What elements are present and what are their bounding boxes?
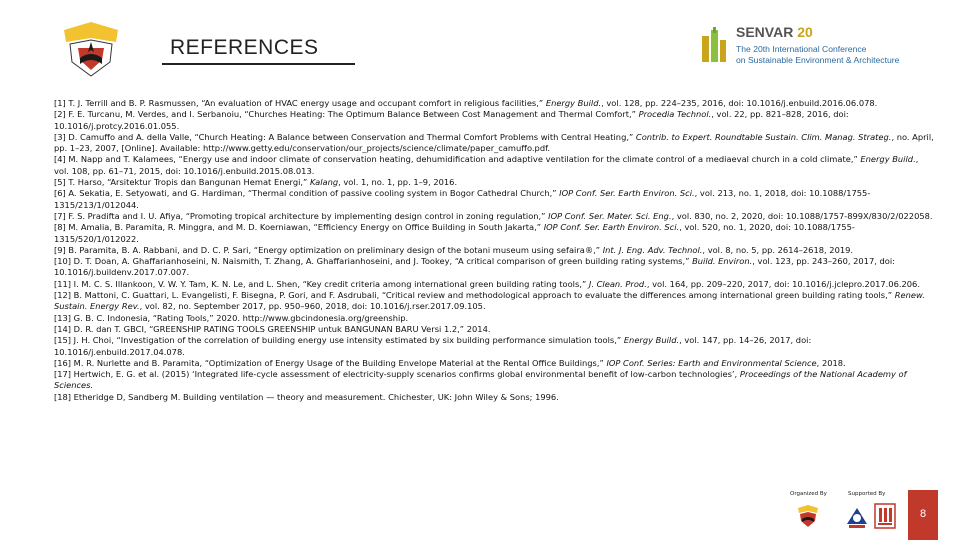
reference-pre: [3] D. Camuffo and A. della Valle, “Church Heating: A Balance between Conservation and Thermal Comfort Problems with Central Heating,” [54,131,636,142]
reference-post: , 2018. [816,357,846,368]
reference-post: , vol. 22, pp. 821–828, 2016, doi: 10.1016/j.protcy.2016.01.055. [54,109,849,131]
reference-venue: IOP Conf. Ser. Earth Environ. Sci. [559,188,695,199]
reference-item [54,358,934,369]
reference-post: , vol. 123, pp. 243–260, 2017, doi: 10.1016/j.buildenv.2017.07.007. [54,256,895,278]
reference-pre: [8] M. Amalia, B. Paramita, R. Minggra, and M. D. Koerniawan, “Efficiency Energy on Office Building in South Jakarta,” [54,222,544,233]
supporter-logo-1 [845,504,869,530]
reference-item [54,324,934,335]
reference-item [54,256,934,279]
reference-pre: [16] M. R. Nurlette and B. Paramita, “Optimization of Energy Usage of the Building Envelope Material at the Rental Office Buildings,” [54,357,607,368]
reference-post: , vol. 520, no. 1, 2020, doi: 10.1088/1755-1315/520/1/012022. [54,222,855,244]
supporter-logo-2 [874,503,896,529]
reference-post: , vol. 8, no. 5, pp. 2614–2618, 2019. [702,244,854,255]
reference-item [54,279,934,290]
reference-item [54,109,934,132]
reference-pre: [12] B. Mattoni, C. Guattari, L. Evangelisti, F. Bisegna, P. Gori, and F. Asdrubali, “Critical review and methodological approach to evaluate the differences among international green building rating tools,” [54,290,895,301]
reference-venue: Procedia Technol. [638,109,712,120]
reference-post: , vol. 1, no. 1, pp. 1–9, 2016. [338,177,458,188]
page-number: 8 [919,508,927,520]
conference-name [736,24,813,40]
reference-pre: [15] J. H. Choi, “Investigation of the correlation of building energy use intensity estimated by six building performance simulation tools,” [54,335,624,346]
reference-pre: [7] F. S. Pradifta and I. U. Afiya, “Promoting tropical architecture by implementing design control in zoning regulation,” [54,210,549,221]
reference-item [54,132,934,155]
title-underline [162,63,355,65]
reference-pre: [6] A. Sekatia, E. Setyowati, and G. Hardiman, “Thermal condition of passive cooling system in Bogor Cathedral Church,” [54,188,560,199]
reference-venue: Energy Build. [545,98,602,108]
page-number-badge [908,490,938,540]
organized-by-label: Organized By [790,491,827,497]
conference-subtitle-line2: on Sustainable Environment & Architecture [736,55,900,65]
reference-pre: [14] D. R. dan T. GBCI, “GREENSHIP RATING TOOLS GREENSHIP untuk BANGUNAN BARU Versi 1.2,” 2014. [54,323,491,334]
reference-item [54,392,934,403]
reference-item [54,222,934,245]
reference-pre: [1] T. J. Terrill and B. P. Rasmussen, “An evaluation of HVAC energy usage and occupant comfort in religious facilities,” [54,98,546,108]
university-logo [58,18,124,80]
reference-item [54,154,934,177]
reference-pre: [17] Hertwich, E. G. et al. (2015) ‘Integrated life-cycle assessment of electricity-supply scenarios confirms global environmental benefit of low-carbon technologies’, [54,369,740,380]
reference-item [54,188,934,211]
reference-item [54,313,934,324]
reference-item [54,369,934,392]
reference-item [54,211,934,222]
reference-venue: Renew. Sustain. Energy Rev. [54,290,925,312]
conference-name-number: 20 [797,24,813,40]
reference-pre: [2] F. E. Turcanu, M. Verdes, and I. Serbanoiu, “Churches Heating: The Optimum Balance Between Cost Management and Thermal Comfort,” [54,109,639,120]
reference-item [54,177,934,188]
reference-item [54,98,934,109]
reference-post: , vol. 82, no. September 2017, pp. 950–960, 2018, doi: 10.1016/j.rser.2017.09.105. [139,301,486,312]
reference-venue: Build. Environ. [692,256,753,267]
reference-post: , no. April, pp. 1–23, 2007, [Online]. Available: http://www.getty.edu/conservation/our_projects/science/climate/paper_camuffo.pdf. [54,131,934,154]
reference-pre: [4] M. Napp and T. Kalamees, “Energy use and indoor climate of conservation heating, dehumidification and adaptive ventilation for the climate control of a mediaeval church in a cold climate,” [54,154,861,165]
reference-pre: [9] B. Paramita, B. A. Rabbani, and D. C. P. Sari, “Energy optimization on preliminary design of the botani museum using sefaira®,” [54,244,603,255]
reference-post: , vol. 164, pp. 209–220, 2017, doi: 10.1016/j.jclepro.2017.06.206. [646,278,920,289]
reference-pre: [13] G. B. C. Indonesia, “Rating Tools,” 2020. http://www.gbcindonesia.org/greenship. [54,312,409,323]
reference-pre: [18] Etheridge D, Sandberg M. Building ventilation — theory and measurement. Chichester, UK: John Wiley & Sons; 1996. [54,391,559,402]
reference-post: , vol. 128, pp. 224–235, 2016, doi: 10.1016/j.enbuild.2016.06.078. [601,98,878,108]
senvar-icon [700,26,728,66]
reference-item [54,290,934,313]
page-title: REFERENCES [170,36,319,59]
reference-venue: Contrib. to Expert. Roundtable Sustain. Clim. Manag. Strateg. [635,131,892,142]
reference-pre: [5] T. Harso, “Arsitektur Tropis dan Bangunan Hemat Energi,” [54,177,310,188]
reference-venue: Kalang [309,177,339,188]
reference-pre: [10] D. T. Doan, A. Ghaffarianhoseini, N. Naismith, T. Zhang, A. Ghaffarianhoseini, and J. Tookey, “A critical comparison of green building rating systems,” [54,256,693,267]
reference-venue: IOP Conf. Series: Earth and Environmental Science [606,357,817,368]
reference-venue: IOP Conf. Ser. Mater. Sci. Eng. [548,210,672,221]
reference-item [54,335,934,358]
reference-venue: IOP Conf. Ser. Earth Environ. Sci. [543,222,680,233]
conference-logo [700,22,900,72]
supported-by-label: Supported By [848,491,886,497]
conference-name-prefix: SENVAR [736,24,798,40]
reference-venue: Int. J. Eng. Adv. Technol. [602,244,703,255]
reference-venue: J. Clean. Prod. [588,278,647,289]
references-list [54,98,934,403]
reference-post: , vol. 830, no. 2, 2020, doi: 10.1088/1757-899X/830/2/022058. [671,210,933,221]
reference-venue: Energy Build. [860,154,916,165]
reference-post: , vol. 108, pp. 61–71, 2015, doi: 10.1016/j.enbuild.2015.08.013. [54,154,919,176]
reference-venue: Energy Build. [623,335,680,346]
organizer-logo [795,503,821,529]
reference-item [54,245,934,256]
reference-post: , vol. 147, pp. 14–26, 2017, doi: 10.1016/j.enbuild.2017.04.078. [54,335,812,357]
conference-subtitle-line1: The 20th International Conference [736,44,867,54]
reference-venue: Proceedings of the National Academy of Sciences. [54,369,907,391]
reference-post: , vol. 213, no. 1, 2018, doi: 10.1088/1755-1315/213/1/012044. [54,188,871,210]
reference-pre: [11] I. M. C. S. Illankoon, V. W. Y. Tam, K. N. Le, and L. Shen, “Key credit criteria among international green building rating tools,” [54,278,589,289]
